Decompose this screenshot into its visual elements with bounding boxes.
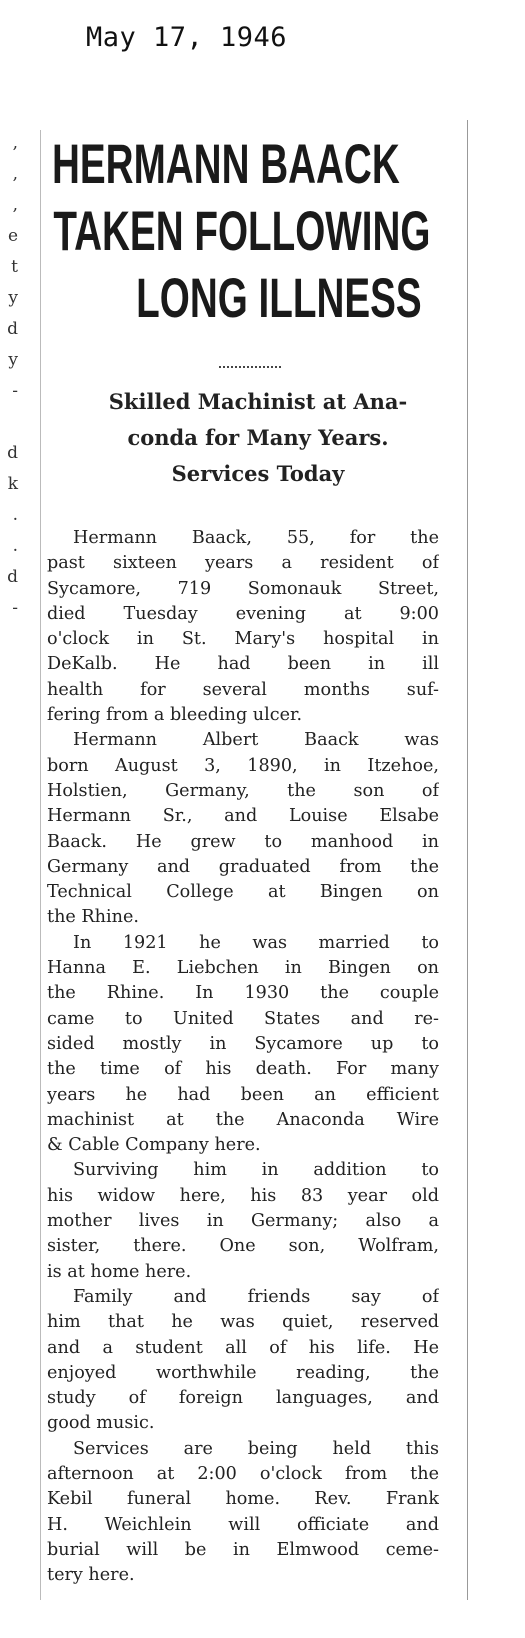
body-line: born August 3, 1890, in Itzehoe, [47, 755, 439, 776]
body-line: DeKalb. He had been in ill [47, 654, 439, 675]
clipping-date: May 17, 1946 [86, 22, 288, 53]
body-line: tery here. [47, 1565, 135, 1586]
fragment: d [7, 567, 18, 587]
body-line: Hermann Albert Baack was [73, 730, 439, 751]
body-line: study of foreign languages, and [47, 1388, 439, 1409]
fragment: . [12, 536, 18, 556]
body-line: Kebil funeral home. Rev. Frank [47, 1489, 439, 1510]
column-rule-right [467, 120, 468, 1600]
body-line: the Rhine. [47, 907, 139, 928]
body-line: years he had been an efficient [47, 1084, 439, 1105]
body-line: the time of his death. For many [47, 1059, 439, 1080]
body-line: enjoyed worthwhile reading, the [47, 1362, 439, 1383]
body-line: Hermann Baack, 55, for the [73, 528, 439, 548]
body-line: o'clock in St. Mary's hospital in [47, 629, 439, 650]
body-line: mother lives in Germany; also a [47, 1211, 439, 1232]
fragment: , [12, 133, 18, 153]
body-line: sided mostly in Sycamore up to [47, 1033, 439, 1054]
body-line: and a student all of his life. He [47, 1337, 439, 1358]
body-line: sister, there. One son, Wolfram, [47, 1236, 439, 1257]
body-line: the Rhine. In 1930 the couple [47, 983, 439, 1004]
fragment: , [12, 195, 18, 215]
fragment: e [7, 226, 18, 246]
body-line: him that he was quiet, reserved [47, 1312, 439, 1333]
body-line: afternoon at 2:00 o'clock from the [47, 1463, 439, 1484]
fragment: d [7, 443, 18, 463]
headline-divider [219, 366, 281, 368]
body-line: came to United States and re- [47, 1008, 439, 1029]
fragment: - [12, 381, 18, 401]
subheadline-line: Services Today [171, 461, 345, 486]
body-line: H. Weichlein will officiate and [47, 1514, 439, 1535]
body-line: & Cable Company here. [47, 1135, 261, 1156]
body-line: past sixteen years a resident of [47, 553, 439, 574]
body-line: good music. [47, 1413, 155, 1434]
fragment: k [7, 474, 18, 494]
headline [52, 130, 431, 331]
subheadline-line: conda for Many Years. [127, 425, 389, 450]
fragment: y [8, 350, 18, 370]
body-line: machinist at the Anaconda Wire [47, 1109, 439, 1130]
fragment: - [12, 598, 18, 618]
fragment: , [12, 164, 18, 184]
body-line: Hermann Sr., and Louise Elsabe [47, 806, 439, 827]
body-line: is at home here. [47, 1261, 192, 1282]
body-line: burial will be in Elmwood ceme- [47, 1539, 439, 1560]
body-line: Surviving him in addition to [73, 1160, 439, 1181]
fragment: t [11, 257, 18, 277]
body-line: In 1921 he was married to [73, 932, 439, 953]
fragment [0, 407, 18, 438]
subheadline [72, 384, 444, 492]
headline-line: HERMANN BAACK [52, 132, 400, 195]
body-line: Holstien, Germany, the son of [47, 780, 439, 801]
fragment: d [7, 319, 18, 339]
subheadline-line: Skilled Machinist at Ana- [108, 389, 408, 414]
body-line: Germany and graduated from the [47, 856, 439, 877]
body-line: Hanna E. Liebchen in Bingen on [47, 958, 439, 979]
body-line: Sycamore, 719 Somonauk Street, [47, 578, 439, 599]
column-rule-left [40, 130, 41, 1600]
body-line: Family and friends say of [73, 1286, 439, 1307]
fragment: y [8, 288, 18, 308]
body-line: his widow here, his 83 year old [47, 1185, 439, 1206]
headline-line: TAKEN FOLLOWING [53, 199, 431, 262]
body-line: Technical College at Bingen on [47, 882, 439, 903]
body-line: fering from a bleeding ulcer. [47, 705, 303, 726]
article-body [47, 526, 439, 1588]
body-line: Baack. He grew to manhood in [47, 831, 439, 852]
body-line: health for several months suf- [47, 679, 439, 700]
fragment: . [12, 505, 18, 525]
adjacent-column-fragments [0, 128, 18, 624]
body-line: died Tuesday evening at 9:00 [47, 603, 439, 624]
headline-line: LONG ILLNESS [136, 266, 422, 329]
body-line: Services are being held this [73, 1438, 439, 1459]
